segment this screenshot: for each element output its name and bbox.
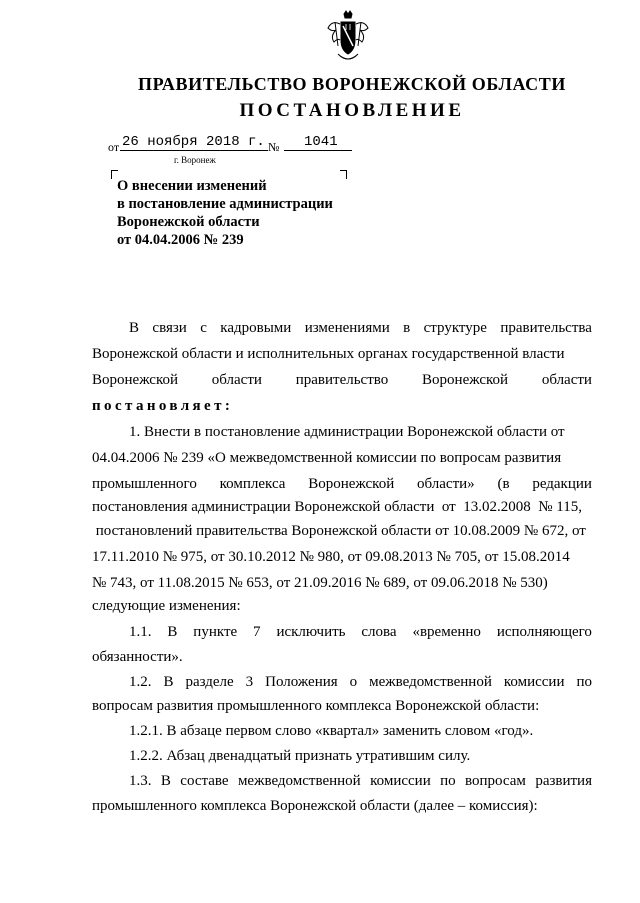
paragraph-line: следующие изменения: (92, 598, 241, 614)
paragraph-line (129, 674, 592, 691)
paragraph-line (92, 476, 592, 493)
subject-line: в постановление администрации (117, 196, 333, 212)
word: 3 (245, 674, 254, 690)
word: исключить (276, 624, 346, 640)
word: редакции (532, 476, 592, 492)
decree-word: постановляет: (92, 398, 234, 414)
word: по (440, 773, 456, 789)
word: развития (535, 773, 592, 789)
paragraph-line: постановления администрации Воронежской области от 13.02.2008 № 115, (92, 499, 582, 515)
word: 7 (253, 624, 261, 640)
word: разделе (185, 674, 234, 690)
word: правительство (295, 372, 389, 388)
word: слова (361, 624, 397, 640)
word: 1.3. (129, 773, 152, 789)
word: Воронежской (92, 372, 178, 388)
intro-line: Воронежской области и исполнительных органах государственной власти (92, 346, 565, 362)
paragraph-line: 1. Внести в постановление администрации Воронежской области от (129, 424, 565, 440)
word: Воронежской (422, 372, 509, 388)
word: в (403, 320, 411, 336)
word: «временно (412, 624, 481, 640)
intro-line (92, 372, 592, 389)
word: изменениями (304, 320, 390, 336)
paragraph-line: вопросам развития промышленного комплекса Воронежской области: (92, 698, 540, 714)
word: области» (417, 476, 475, 492)
word: 1.1. (129, 624, 152, 640)
word: В (129, 320, 140, 336)
paragraph-line: 1.2.2. Абзац двенадцатый признать утратившим силу. (129, 748, 471, 764)
word: по (576, 674, 592, 690)
word: исполняющего (496, 624, 592, 640)
paragraph-line (129, 773, 592, 790)
date-underline (120, 150, 268, 151)
word: 1.2. (129, 674, 152, 690)
paragraph-line: 1.2.1. В абзаце первом слово «квартал» заменить словом «год». (129, 723, 534, 739)
document-type: ПОСТАНОВЛЕНИЕ (239, 100, 465, 121)
number-underline (284, 150, 352, 151)
word: комиссии (503, 674, 565, 690)
word: правительства (500, 320, 592, 336)
city-label: г. Воронеж (174, 155, 216, 165)
word: области (541, 372, 592, 388)
government-title: ПРАВИТЕЛЬСТВО ВОРОНЕЖСКОЙ ОБЛАСТИ (138, 74, 566, 94)
subject-line: Воронежской области (117, 214, 260, 230)
paragraph-line (129, 624, 592, 641)
word: промышленного (92, 476, 197, 492)
paragraph-line: обязанности». (92, 649, 183, 665)
word: составе (180, 773, 229, 789)
subject-line: О внесении изменений (117, 178, 267, 194)
word: межведомственной (369, 674, 492, 690)
intro-line (129, 320, 592, 337)
word: межведомственной (237, 773, 361, 789)
word: связи (152, 320, 187, 336)
paragraph-line: промышленного комплекса Воронежской области (далее – комиссия): (92, 798, 538, 814)
paragraph-line: 17.11.2010 № 975, от 30.10.2012 № 980, от 09.08.2013 № 705, от 15.08.2014 (92, 549, 570, 565)
word: кадровыми (220, 320, 292, 336)
word: пункте (193, 624, 238, 640)
word: с (200, 320, 207, 336)
word: В (160, 773, 171, 789)
paragraph-line: постановлений правительства Воронежской области от 10.08.2009 № 672, от (92, 523, 586, 539)
document-number: 1041 (304, 134, 338, 150)
word: Положения (265, 674, 338, 690)
coat-of-arms-emblem (326, 10, 370, 66)
word: Воронежской (308, 476, 395, 492)
word: вопросам (465, 773, 526, 789)
word: комплекса (219, 476, 286, 492)
paragraph-line: 04.04.2006 № 239 «О межведомственной комиссии по вопросам развития (92, 450, 562, 466)
word: В (167, 624, 178, 640)
paragraph-line: № 743, от 11.08.2015 № 653, от 21.09.2016 № 689, от 09.06.2018 № 530) (92, 575, 548, 591)
word: комиссии (370, 773, 431, 789)
registration-row (108, 134, 368, 154)
document-date: 26 ноября 2018 г. (122, 134, 265, 150)
word: о (349, 674, 358, 690)
document-subject (117, 177, 377, 249)
number-label: № (268, 140, 280, 154)
date-prefix: от (108, 140, 120, 154)
word: области (211, 372, 262, 388)
word: структуре (423, 320, 487, 336)
word: (в (497, 476, 510, 492)
subject-line: от 04.04.2006 № 239 (117, 232, 244, 248)
word: В (163, 674, 174, 690)
